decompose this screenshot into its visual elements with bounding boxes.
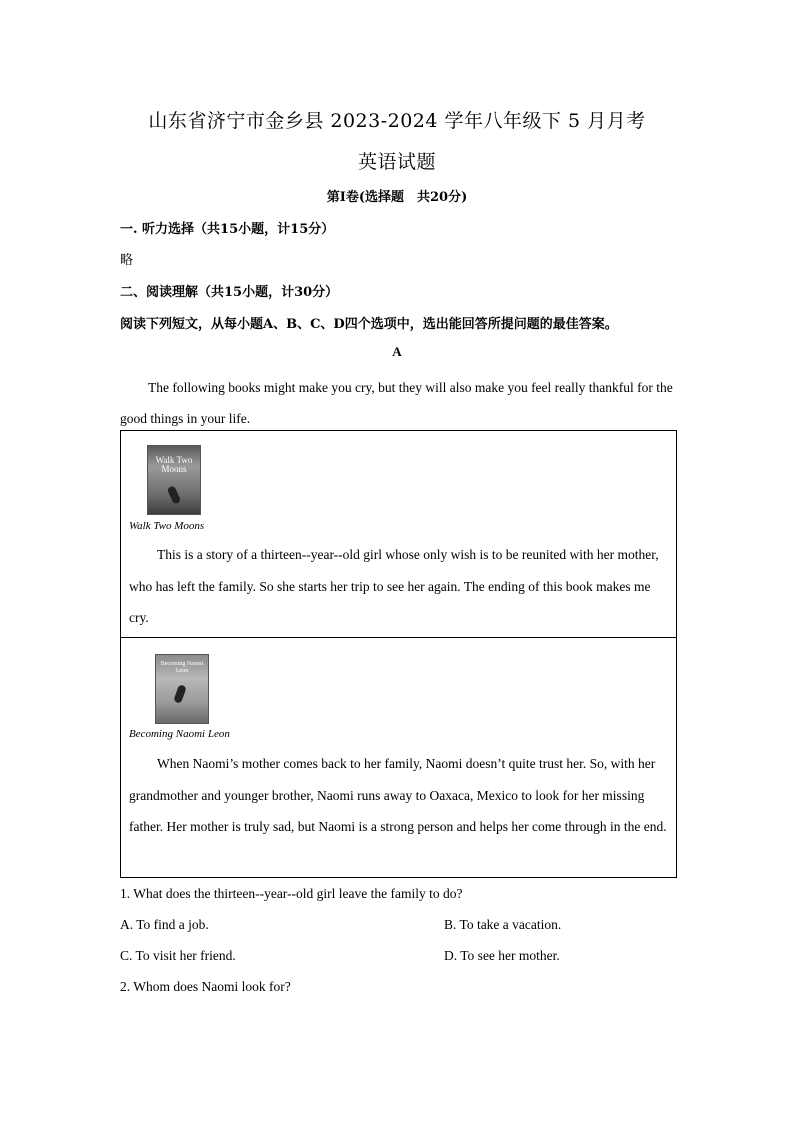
book-cover-title: Walk Two Moons bbox=[155, 455, 193, 474]
listening-section-heading: 一. 听力选择（共15小题，计15分） bbox=[120, 222, 335, 237]
books-table bbox=[120, 430, 677, 878]
silhouette-figure-icon bbox=[173, 684, 187, 704]
option-b: B. To take a vacation. bbox=[444, 917, 562, 932]
book-caption: Becoming Naomi Leon bbox=[129, 728, 230, 740]
passage-intro: The following books might make you cry, but they will also make you feel really thankful for the good things in your life. bbox=[120, 380, 673, 426]
option-c: C. To visit her friend. bbox=[120, 948, 236, 963]
passage-label: A bbox=[392, 344, 402, 359]
book-cell bbox=[121, 638, 676, 877]
book-cover-title: Becoming Naomi Leon bbox=[160, 661, 204, 674]
book-description: When Naomi’s mother comes back to her family, Naomi doesn’t quite trust her. So, with her grandmother and younger brother, Naomi runs away to Oaxaca, Mexico to look for her missing father. Her mother is truly sad, but Naomi is a strong person and helps her come through in the end. bbox=[129, 756, 667, 834]
book-cell bbox=[121, 431, 676, 638]
book-description: This is a story of a thirteen--year--old girl whose only wish is to be reunited with her mother, who has left the family. So she starts her trip to see her again. The ending of this book makes me cry. bbox=[129, 547, 659, 625]
option-a: A. To find a job. bbox=[120, 917, 209, 932]
question-text: 2. Whom does Naomi look for? bbox=[120, 979, 291, 994]
silhouette-figure-icon bbox=[167, 485, 182, 505]
option-d: D. To see her mother. bbox=[444, 948, 560, 963]
exam-subject-title: 英语试题 bbox=[357, 151, 436, 173]
exam-title: 山东省济宁市金乡县 2023-2024 学年八年级下 5 月月考 bbox=[148, 110, 646, 132]
question-text: 1. What does the thirteen--year--old girl leave the family to do? bbox=[120, 886, 463, 901]
volume-heading: 第Ⅰ卷(选择题 共20分) bbox=[326, 190, 468, 205]
book-caption: Walk Two Moons bbox=[129, 520, 205, 532]
listening-section-body: 略 bbox=[120, 253, 134, 268]
book-cover-image bbox=[147, 445, 201, 515]
book-cover-image bbox=[155, 654, 209, 724]
reading-section-heading: 二、阅读理解（共15小题，计30分） bbox=[120, 285, 339, 300]
reading-instruction: 阅读下列短文，从每小题A、B、C、D四个选项中，选出能回答所提问题的最佳答案。 bbox=[120, 317, 618, 332]
